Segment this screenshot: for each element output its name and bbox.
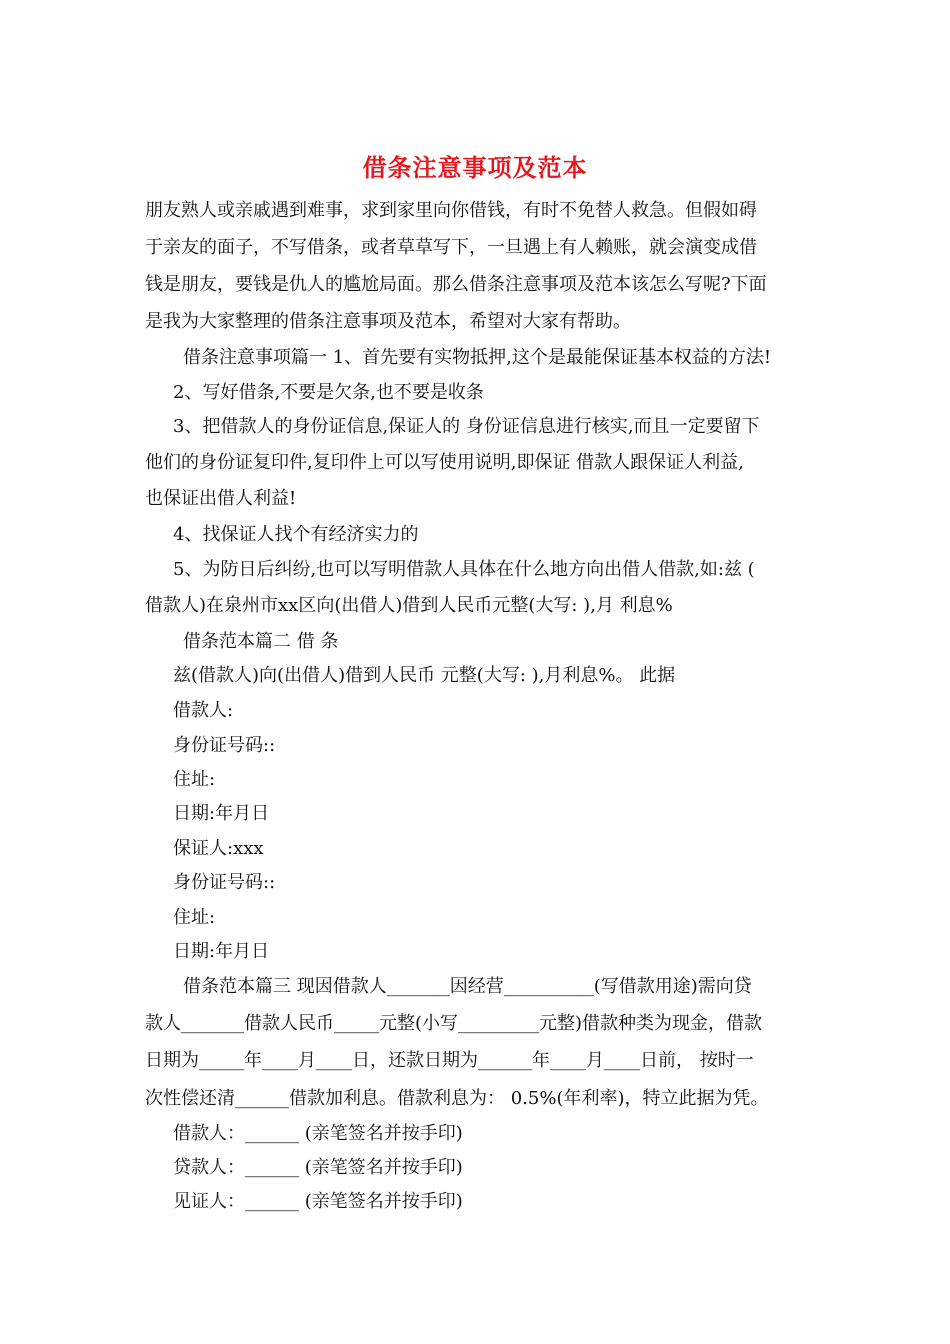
form-field-line: 身份证号码::	[173, 872, 276, 893]
paragraph-line: 兹(借款人)向(出借人)借到人民币 元整(大写: ),月利息%。 此据	[173, 665, 676, 686]
form-field-line: 日期:年月日	[173, 803, 270, 824]
paragraph-line: 款人_______借款人民币_____元整(小写_________元整)借款种类为现金，借款	[145, 1013, 763, 1034]
form-field-line: 身份证号码::	[173, 735, 276, 756]
form-field-line: 保证人:xxx	[173, 838, 264, 859]
paragraph-line: 是我为大家整理的借条注意事项及范本，希望对大家有帮助。	[145, 311, 631, 332]
list-item: 3、把借款人的身份证信息,保证人的 身份证信息进行核实,而且一定要留下	[173, 416, 760, 437]
paragraph-line: 次性偿还清______借款加利息。借款利息为： 0.5%(年利率)，特立此据为凭。	[145, 1088, 769, 1109]
signature-line: 借款人：______ (亲笔签名并按手印)	[173, 1123, 463, 1144]
form-field-line: 借款人:	[173, 700, 234, 721]
signature-line: 贷款人：______ (亲笔签名并按手印)	[173, 1157, 463, 1178]
form-field-line: 日期:年月日	[173, 941, 270, 962]
paragraph-line: 朋友熟人或亲戚遇到难事，求到家里向你借钱，有时不免替人救急。但假如碍	[145, 200, 757, 221]
paragraph-line: 钱是朋友，要钱是仇人的尴尬局面。那么借条注意事项及范本该怎么写呢?下面	[145, 274, 767, 295]
list-item: 4、找保证人找个有经济实力的	[173, 524, 419, 545]
section-heading: 借条范本篇二 借 条	[183, 631, 339, 652]
paragraph-line: 他们的身份证复印件,复印件上可以写使用说明,即保证 借款人跟保证人利益,	[145, 452, 744, 473]
form-field-line: 住址:	[173, 907, 216, 928]
paragraph-line: 于亲友的面子，不写借条，或者草草写下，一旦遇上有人赖账，就会演变成借	[145, 237, 757, 258]
paragraph-line: 借条范本篇三 现因借款人_______因经营__________(写借款用途)需向贷	[183, 976, 752, 997]
list-item: 2、写好借条,不要是欠条,也不要是收条	[173, 382, 484, 403]
paragraph-line: 借款人)在泉州市xx区向(出借人)借到人民币元整(大写: ),月 利息%	[145, 595, 673, 616]
form-field-line: 住址:	[173, 769, 216, 790]
signature-line: 见证人：______ (亲笔签名并按手印)	[173, 1191, 463, 1212]
paragraph-line: 借条注意事项篇一 1、首先要有实物抵押,这个是最能保证基本权益的方法!	[183, 347, 772, 368]
document-title: 借条注意事项及范本	[362, 153, 588, 182]
paragraph-line: 也保证出借人利益!	[145, 488, 297, 509]
list-item: 5、为防日后纠纷,也可以写明借款人具体在什么地方向出借人借款,如:兹 (	[173, 559, 755, 580]
paragraph-line: 日期为_____年____月____日，还款日期为______年____月____日前， 按时一	[145, 1050, 754, 1071]
